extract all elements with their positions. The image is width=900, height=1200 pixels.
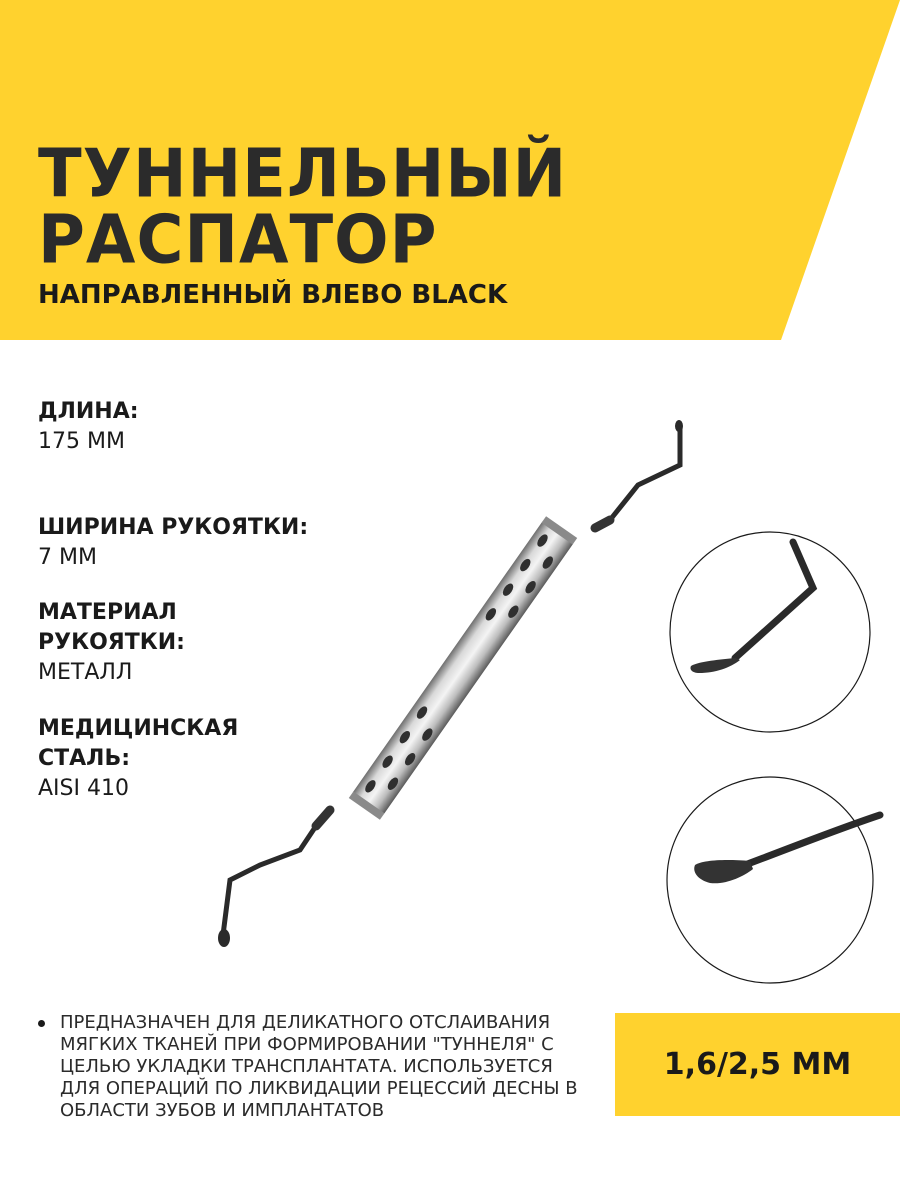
- bullet-icon: [38, 1020, 45, 1027]
- size-badge: [615, 1013, 900, 1116]
- product-subtitle: НАПРАВЛЕННЫЙ ВЛЕВО BLACK: [38, 280, 508, 310]
- spec-label: ШИРИНА РУКОЯТКИ:: [38, 515, 309, 540]
- product-title-line-2: РАСПАТОР: [38, 201, 438, 280]
- spec-value: 175 ММ: [38, 429, 125, 454]
- tip-detail-top: [645, 530, 900, 735]
- spec-value: МЕТАЛЛ: [38, 660, 133, 685]
- spec-label: МАТЕРИАЛ РУКОЯТКИ:: [38, 600, 185, 655]
- description: [38, 1012, 578, 1122]
- size-badge-text: 1,6/2,5 ММ: [663, 1047, 852, 1082]
- spec-label: ДЛИНА:: [38, 399, 139, 424]
- spec-value: 7 ММ: [38, 545, 97, 570]
- spec-label: МЕДИЦИНСКАЯ СТАЛЬ:: [38, 716, 239, 771]
- tip-detail-bottom: [645, 775, 900, 985]
- spec-value: AISI 410: [38, 776, 129, 801]
- description-text: ПРЕДНАЗНАЧЕН ДЛЯ ДЕЛИКАТНОГО ОТСЛАИВАНИЯ МЯГКИХ ТКАНЕЙ ПРИ ФОРМИРОВАНИИ "ТУННЕЛЯ" С ЦЕЛЬЮ УКЛАДКИ ТРАНСПЛАНТАТА. ИСПОЛЬЗУЕТСЯ ДЛЯ ОПЕРАЦИЙ ПО ЛИКВИДАЦИИ РЕЦЕССИЙ ДЕСНЫ В ОБЛАСТИ ЗУБОВ И ИМПЛАНТАТОВ: [60, 1012, 578, 1121]
- instrument-image: [190, 410, 710, 970]
- title-block: [38, 135, 568, 310]
- product-title-line-1: ТУННЕЛЬНЫЙ: [38, 135, 568, 214]
